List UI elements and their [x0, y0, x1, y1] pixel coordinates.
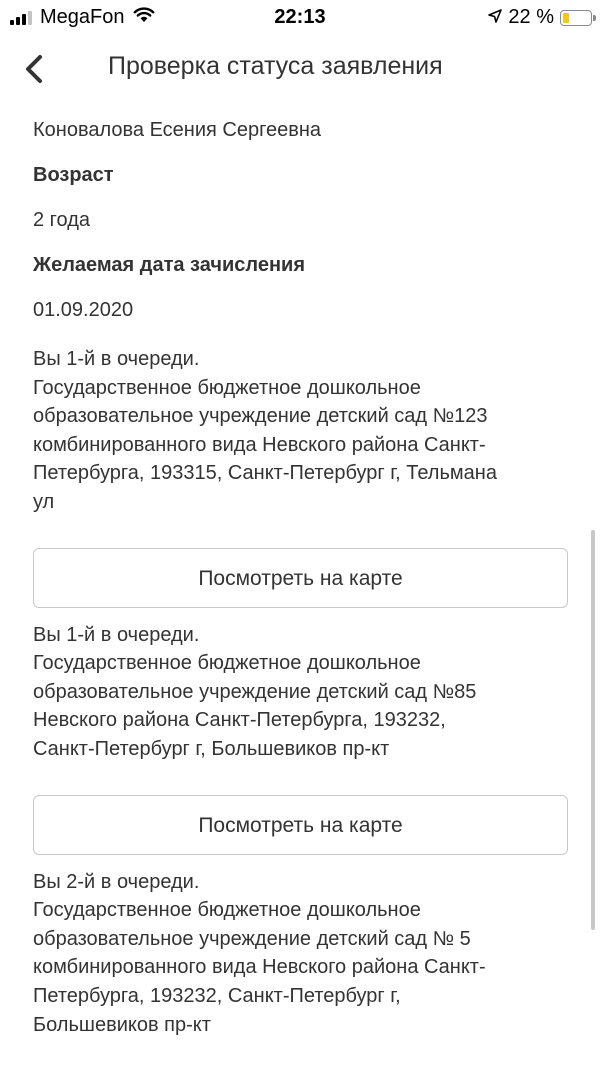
status-bar	[0, 0, 600, 38]
kindergarten-address-line: комбинированного вида Невского района Санкт-	[33, 433, 486, 456]
page-title: Проверка статуса заявления	[108, 52, 443, 80]
nav-bar	[0, 38, 600, 98]
kindergarten-address-line: комбинированного вида Невского района Санкт-	[33, 956, 486, 979]
kindergarten-address-line: Санкт-Петербург г, Большевиков пр-кт	[33, 737, 390, 760]
queue-item	[33, 345, 573, 608]
queue-position: Вы 1-й в очереди.	[33, 348, 200, 370]
kindergarten-address-line: Большевиков пр-кт	[33, 1013, 211, 1036]
kindergarten-address-line: Петербурга, 193232, Санкт-Петербург г,	[33, 984, 401, 1007]
scrollbar[interactable]	[591, 530, 595, 930]
enrollment-date-value: 01.09.2020	[33, 299, 134, 321]
chevron-left-icon	[18, 52, 52, 86]
location-arrow-icon	[488, 6, 502, 29]
queue-item	[33, 621, 573, 855]
battery-percent: 22 %	[508, 6, 554, 28]
kindergarten-address-line: Невского района Санкт-Петербурга, 193232,	[33, 709, 446, 732]
age-label: Возраст	[33, 164, 114, 186]
view-on-map-button[interactable]: Посмотреть на карте	[33, 548, 568, 608]
view-on-map-button[interactable]: Посмотреть на карте	[33, 795, 568, 855]
kindergarten-address-line: Государственное бюджетное дошкольное	[33, 899, 421, 922]
queue-item	[33, 868, 573, 1040]
kindergarten-address-line: образовательное учреждение детский сад №85	[33, 680, 477, 703]
battery-level	[563, 13, 569, 23]
status-time: 22:13	[274, 6, 326, 28]
carrier-name: MegaFon	[40, 6, 125, 28]
kindergarten-address-line: образовательное учреждение детский сад № 5	[33, 927, 471, 950]
status-right	[488, 6, 592, 29]
application-status-content	[33, 116, 573, 1039]
queue-position: Вы 2-й в очереди.	[33, 870, 200, 893]
back-button[interactable]	[18, 52, 52, 86]
kindergarten-address-line: Государственное бюджетное дошкольное	[33, 376, 421, 399]
applicant-name: Коновалова Есения Сергеевна	[33, 119, 321, 141]
battery-icon	[560, 10, 592, 26]
kindergarten-address-line: образовательное учреждение детский сад №123	[33, 405, 488, 428]
enrollment-date-label: Желаемая дата зачисления	[33, 254, 306, 276]
queue-position: Вы 1-й в очереди.	[33, 623, 200, 646]
age-value: 2 года	[33, 209, 91, 231]
kindergarten-address-line: Петербурга, 193315, Санкт-Петербург г, Тельмана	[33, 462, 497, 485]
kindergarten-address-line: ул	[33, 490, 55, 513]
kindergarten-address-line: Государственное бюджетное дошкольное	[33, 652, 421, 675]
